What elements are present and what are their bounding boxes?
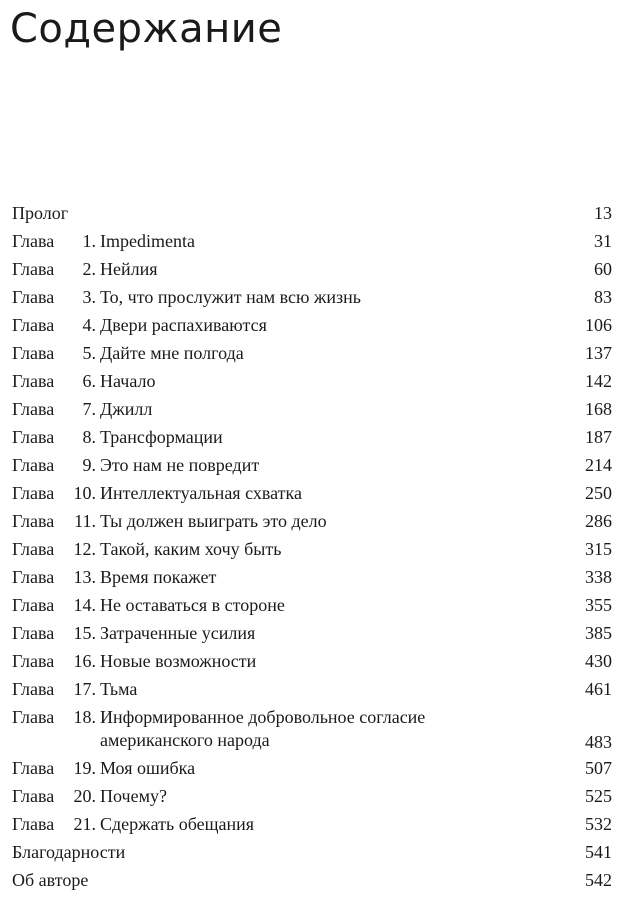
toc-page-number: 60 [594,259,612,279]
toc-page-number: 315 [585,539,612,559]
chapter-number: 10. [73,483,96,503]
toc-entry-chapter-9 [12,451,612,479]
toc-page-number: 250 [585,483,612,503]
chapter-prefix: Глава [12,511,55,531]
toc-page-number: 137 [585,343,612,363]
toc-entry-chapter-6 [12,367,612,395]
chapter-title: Трансформации [100,427,223,447]
toc-entry-chapter-5 [12,339,612,367]
chapter-number: 18. [73,707,96,727]
chapter-prefix: Глава [12,567,55,587]
chapter-number: 6. [82,371,96,391]
toc-page-number: 187 [585,427,612,447]
chapter-prefix: Глава [12,707,55,727]
chapter-number: 2. [82,259,96,279]
chapter-number: 12. [73,539,96,559]
chapter-number: 19. [73,758,96,778]
chapter-number: 1. [82,231,96,251]
toc-entry-chapter-10 [12,479,612,507]
chapter-number: 8. [82,427,96,447]
chapter-title-line-1: Информированное добровольное согласие [100,707,426,727]
chapter-number: 9. [82,455,96,475]
chapter-prefix: Глава [12,758,55,778]
chapter-title: Начало [100,371,156,391]
chapter-prefix: Глава [12,814,55,834]
chapter-number: 17. [73,679,96,699]
toc-page-number: 430 [585,651,612,671]
chapter-prefix: Глава [12,231,55,251]
chapter-number: 5. [82,343,96,363]
toc-entry-chapter-18 [12,703,612,754]
chapter-number: 13. [73,567,96,587]
toc-entry-label: Благодарности [12,842,126,862]
toc-entry-chapter-12 [12,535,612,563]
chapter-title: Почему? [100,786,167,806]
chapter-title: Нейлия [100,259,158,279]
toc-page-number: 507 [585,758,612,778]
chapter-prefix: Глава [12,343,55,363]
toc-page-number: 525 [585,786,612,806]
toc-page-number: 286 [585,511,612,531]
chapter-prefix: Глава [12,539,55,559]
toc-entry-chapter-4 [12,311,612,339]
toc-entry-chapter-15 [12,619,612,647]
toc-page-number: 83 [594,287,612,307]
chapter-prefix: Глава [12,679,55,699]
toc-entry-chapter-1 [12,227,612,255]
chapter-prefix: Глава [12,315,55,335]
toc-page-number: 31 [594,231,612,251]
toc-entry-acknowledgements [12,838,612,866]
toc-entry-about-author [12,866,612,894]
chapter-title: Двери распахиваются [100,315,267,335]
toc-entry-chapter-13 [12,563,612,591]
toc-page-number: 106 [585,315,612,335]
toc-entry-chapter-16 [12,647,612,675]
toc-page-number: 214 [585,455,612,475]
toc-entry-label: Пролог [12,203,69,223]
toc-page-number: 355 [585,595,612,615]
chapter-number: 16. [73,651,96,671]
chapter-title: Джилл [100,399,153,419]
toc-entry-chapter-2 [12,255,612,283]
toc-entry-chapter-20 [12,782,612,810]
chapter-number: 11. [74,511,96,531]
chapter-prefix: Глава [12,371,55,391]
chapter-number: 20. [73,786,96,806]
toc-page-number: 542 [585,870,612,890]
chapter-title: Время покажет [100,567,217,587]
chapter-prefix: Глава [12,595,55,615]
chapter-title: Не оставаться в стороне [100,595,285,615]
chapter-title: Impedimenta [100,231,195,251]
chapter-title: Интеллектуальная схватка [100,483,302,503]
toc-entry-prolog [12,199,612,227]
chapter-title: Новые возможности [100,651,257,671]
chapter-title: Сдержать обещания [100,814,254,834]
toc-entry-chapter-14 [12,591,612,619]
toc-page-number: 168 [585,399,612,419]
toc-page-number: 142 [585,371,612,391]
toc-entry-chapter-3 [12,283,612,311]
chapter-number: 3. [82,287,96,307]
chapter-title [100,703,425,752]
chapter-number: 4. [82,315,96,335]
chapter-title-line-2: американского народа [100,730,270,750]
chapter-title: Тьма [100,679,138,699]
toc-page-number: 385 [585,623,612,643]
toc-page-number: 483 [585,732,612,752]
chapter-title: Ты должен выиграть это дело [100,511,327,531]
chapter-number: 7. [82,399,96,419]
page-title: Содержание [10,6,283,52]
toc-entry-chapter-17 [12,675,612,703]
chapter-title: Дайте мне полгода [100,343,244,363]
chapter-prefix: Глава [12,399,55,419]
chapter-prefix: Глава [12,427,55,447]
toc-entry-chapter-11 [12,507,612,535]
chapter-number: 15. [73,623,96,643]
chapter-title: Такой, каким хочу быть [100,539,282,559]
chapter-title: Это нам не повредит [100,455,260,475]
toc-page-number: 532 [585,814,612,834]
chapter-prefix: Глава [12,651,55,671]
chapter-title: Моя ошибка [100,758,196,778]
chapter-prefix: Глава [12,455,55,475]
toc-page-number: 541 [585,842,612,862]
chapter-title: Затраченные усилия [100,623,256,643]
chapter-number: 21. [73,814,96,834]
chapter-number: 14. [73,595,96,615]
chapter-prefix: Глава [12,259,55,279]
table-of-contents [12,199,612,894]
chapter-prefix: Глава [12,287,55,307]
chapter-title: То, что прослужит нам всю жизнь [100,287,361,307]
toc-entry-chapter-7 [12,395,612,423]
toc-page-number: 338 [585,567,612,587]
toc-page-number: 13 [594,203,612,223]
toc-entry-label: Об авторе [12,870,89,890]
toc-entry-chapter-8 [12,423,612,451]
toc-entry-chapter-21 [12,810,612,838]
toc-page-number: 461 [585,679,612,699]
chapter-prefix: Глава [12,786,55,806]
toc-entry-chapter-19 [12,754,612,782]
chapter-prefix: Глава [12,623,55,643]
chapter-prefix: Глава [12,483,55,503]
